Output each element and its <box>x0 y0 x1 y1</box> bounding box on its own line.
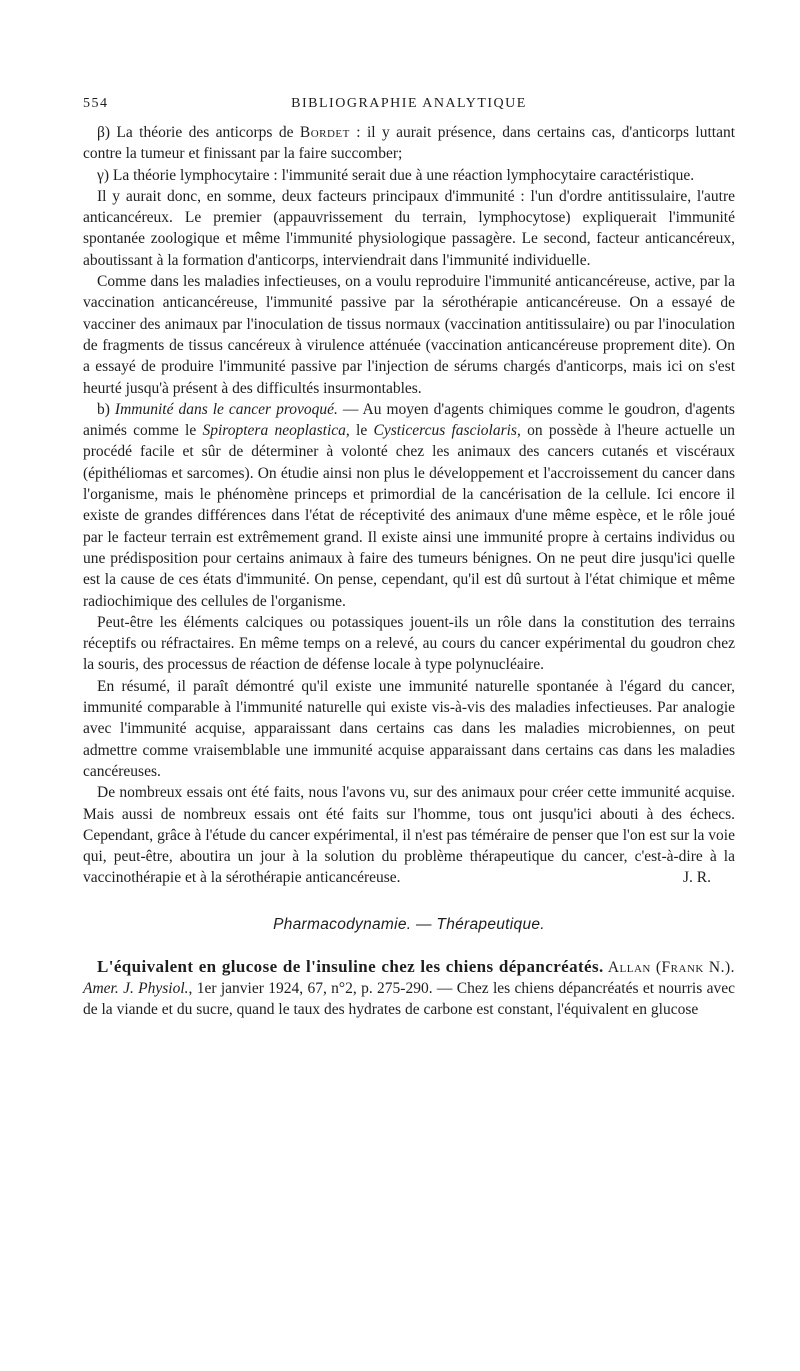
article <box>83 956 735 1021</box>
page-number: 554 <box>83 96 109 111</box>
subheading: Immunité dans le cancer provoqué. <box>114 400 338 418</box>
page <box>83 96 735 1021</box>
paragraph-b <box>83 399 735 612</box>
body-text <box>83 122 735 889</box>
article-author: Allan <box>603 958 651 976</box>
text-run: De nombreux essais ont été faits, nous l'avons vu, sur des animaux pour créer cette immunité acquise. Mais aussi de nombreux essais ont été faits sur l'homme, tous ont jusqu'ici abouti à des échecs. Cependant, grâce à l'étude du cancer expérimental, il n'est pas téméraire de penser que l'on est sur la voie qui, peut-être, aboutira un jour à la solution du problème thérapeutique du cancer, c'est-à-dire à la vaccinothérapie et à la sérothérapie anticancéreuse. <box>83 784 735 887</box>
article-author-given: (Frank N.). <box>650 958 735 976</box>
article-body: — Chez les chiens dépancréatés et nourris avec de la viande et du sucre, quand le taux des hydrates de carbone est constant, l'équivalent en glucose <box>83 979 735 1019</box>
section-heading: Pharmacodynamie. — Thérapeutique. <box>273 915 545 933</box>
paragraph-gamma: γ) La théorie lymphocytaire : l'immunité serait due à une réaction lymphocytaire caractéristique. <box>97 166 695 184</box>
text-run: , on possède à l'heure actuelle un procédé facile et sûr de déterminer à volonté chez les animaux des cancers cutanés et viscéraux (épithéliomas et sarcomes). On étudie ainsi non plus le développement et l'accroissement du cancer dans l'organisme, mais le phénomène princeps et primordial de la cancérisation de la cellule. Ici encore il existe de grandes différences dans l'état de réceptivité des animaux d'une même espèce, et le rôle joué par le facteur terrain est extrêmement grand. Il existe ainsi une immunité propre à certains individus ou une prédisposition pour certains animaux à faire des tumeurs bénignes. On ne peut dire jusqu'ici quelle est la cause de ces états d'immunité. On pense, cependant, qu'il est dû surtout à l'état chimique et même radiochimique des cellules de l'organisme. <box>83 422 735 610</box>
author-name: Bordet <box>299 124 350 141</box>
species-name: Spiroptera neoplastica <box>202 422 346 440</box>
text-run: b) <box>97 400 115 418</box>
citation: , 1er janvier 1924, 67, n°2, p. 275-290. <box>188 979 433 997</box>
journal-name: Amer. J. Physiol. <box>83 979 189 997</box>
paragraph: Peut-être les éléments calciques ou potassiques jouent-ils un rôle dans la constitution des terrains réceptifs ou réfractaires. En même temps on a relevé, au cours du cancer expérimental du goudron chez la souris, des processus de réaction de défense locale à type polynucléaire. <box>83 613 735 674</box>
paragraph-beta <box>83 122 735 165</box>
text-run: β) La théorie des anticorps de <box>97 124 300 141</box>
paragraph-final <box>83 782 735 888</box>
species-name: Cysticercus fasciolaris <box>373 422 517 440</box>
paragraph: Il y aurait donc, en somme, deux facteurs principaux d'immunité : l'un d'ordre antitissulaire, l'autre anticancéreux. Le premier (appauvrissement du terrain, lymphocytose) expliquerait l'immunité spontanée zoologique et même l'immunité physiologique passagère. Le second, facteur anticancéreux, aboutissant à la formation d'anticorps, interviendrait dans l'immunité individuelle. <box>83 187 735 269</box>
text-run: — Au moyen d'agents chimiques comme le goudron, d'agents animés comme le <box>83 400 735 440</box>
text-run: : il y aurait présence, dans certains cas, d'anticorps luttant contre la tumeur et finissant par la faire succomber; <box>83 124 735 163</box>
article-paragraph <box>83 956 735 1021</box>
running-title: BIBLIOGRAPHIE ANALYTIQUE <box>291 96 527 111</box>
signature: J. R. <box>683 869 711 887</box>
paragraph: Comme dans les maladies infectieuses, on a voulu reproduire l'immunité anticancéreuse, active, par la vaccination anticancéreuse, l'immunité passive par la sérothérapie anticancéreuse. On a essayé de vacciner des animaux par l'inoculation de tissus normaux (vaccination antitissulaire) ou par l'inoculation de fragments de tissus cancéreux à virulence atténuée (vaccination anticancéreuse proprement dite). On a essayé de produire l'immunité passive par l'injection de sérums chargés d'anticorps, mais ici on s'est heurté jusqu'à présent à des difficultés insurmontables. <box>83 273 735 397</box>
article-title: L'équivalent en glucose de l'insuline chez les chiens dépancréatés. <box>97 956 604 976</box>
text-run: , le <box>345 422 374 440</box>
running-head <box>83 96 735 122</box>
paragraph: En résumé, il paraît démontré qu'il existe une immunité naturelle spontanée à l'égard du cancer, immunité comparable à l'immunité naturelle qui existe vis-à-vis des maladies infectieuses. Par analogie avec l'immunité acquise, apparaissant dans certains cas dans les maladies microbiennes, on peut admettre comme vraisemblable une immunité acquise apparaissant dans certains cas dans les maladies cancéreuses. <box>83 677 735 780</box>
